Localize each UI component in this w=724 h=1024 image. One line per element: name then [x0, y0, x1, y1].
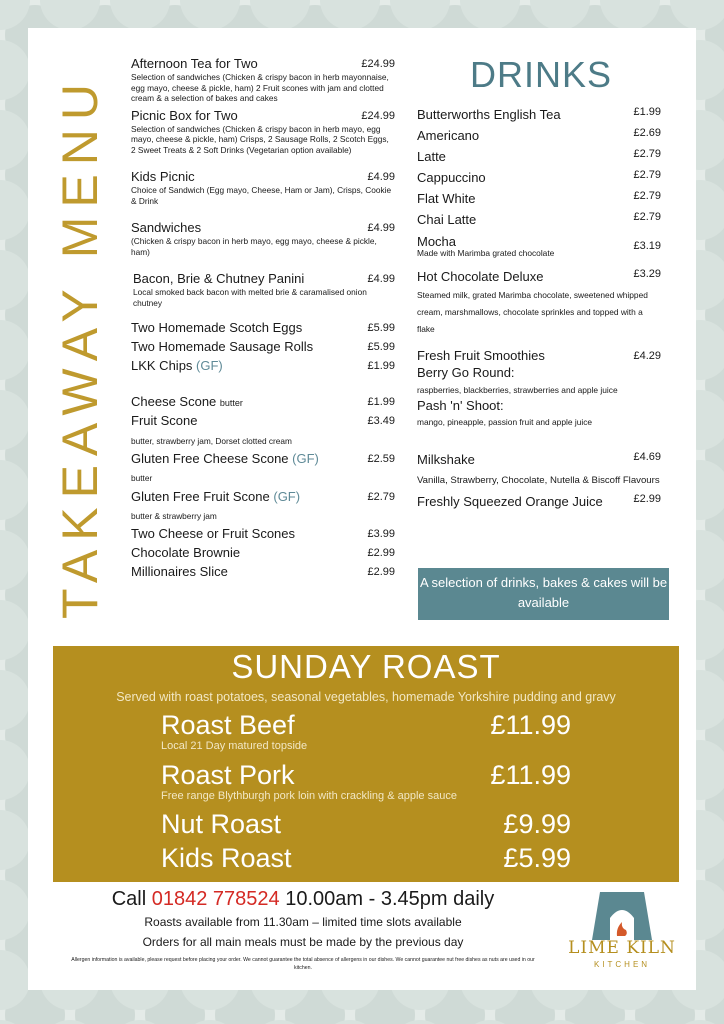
food-list [131, 56, 395, 584]
drink-item: Cappuccino £2.79 [417, 169, 661, 185]
sunday-roast-section [53, 646, 679, 882]
roast-subtitle: Served with roast potatoes, seasonal vegetables, homemade Yorkshire pudding and gravy [116, 690, 616, 704]
drink-item: Berry Go Round: raspberries, blackberries, strawberries and apple juice [417, 365, 618, 395]
food-item: Chocolate Brownie £2.99 [131, 544, 395, 560]
drink-item: Milkshake £4.69 Vanilla, Strawberry, Chocolate, Nutella & Biscoff Flavours [417, 451, 661, 486]
order-notice: Orders for all main meals must be made by the previous day [142, 935, 464, 949]
food-item: Afternoon Tea for Two £24.99 Selection of sandwiches (Chicken & crispy bacon in herb mayonnaise, egg mayo, cheese & pickle, ham) 2 Fruit scones with jam and clotted cream & a selection of bakes and cakes [131, 56, 395, 103]
food-item: Fruit Scone £3.49 butter, strawberry jam, Dorset clotted cream [131, 413, 395, 446]
food-item: LKK Chips (GF) £1.99 [131, 358, 395, 373]
call-line: Call 01842 778524 10.00am - 3.45pm daily [111, 888, 495, 910]
food-item: Millionaires Slice £2.99 [131, 563, 395, 579]
kiln-icon [586, 892, 658, 940]
drink-item: Mocha £3.19 Made with Marimba grated chocolate [417, 234, 661, 258]
roast-item: Roast Pork £11.99 Free range Blythburgh pork loin with crackling & apple sauce [161, 760, 571, 802]
food-item: Two Homemade Sausage Rolls £5.99 [131, 339, 395, 354]
drink-item: Americano £2.69 [417, 127, 661, 143]
food-item: Cheese Scone butter £1.99 [131, 394, 395, 409]
takeaway-menu-title: TAKEAWAY MENU [52, 75, 108, 619]
drink-item: Latte £2.79 [417, 148, 661, 164]
phone-number[interactable]: 01842 778524 [151, 888, 280, 910]
food-item: Two Cheese or Fruit Scones £3.99 [131, 525, 395, 541]
food-item: Sandwiches £4.99 (Chicken & crispy bacon in herb mayo, egg mayo, cheese & pickle, ham) [131, 220, 395, 257]
roast-title: SUNDAY ROAST [231, 648, 501, 685]
food-item: Two Homemade Scotch Eggs £5.99 [131, 320, 395, 335]
drink-item: Butterworths English Tea £1.99 [417, 106, 661, 122]
roast-item: Nut Roast £9.99 [161, 809, 571, 839]
drink-item: Fresh Fruit Smoothies £4.29 [417, 348, 661, 363]
drink-item: Freshly Squeezed Orange Juice £2.99 [417, 493, 661, 509]
drink-item: Pash 'n' Shoot: mango, pineapple, passion fruit and apple juice [417, 398, 593, 427]
food-item: Picnic Box for Two £24.99 Selection of sandwiches (Chicken & crispy bacon in herb mayo, egg mayo, cheese & pickle, ham) Crisps, 2 Sausage Rolls, 2 Scotch Eggs, 2 Sweet Treats & 2 Soft Drinks (Vegetarian option available) [131, 107, 395, 155]
food-item: Gluten Free Fruit Scone (GF) £2.79 butter & strawberry jam [131, 489, 395, 521]
lime-kiln-logo: LIME KILN KITCHEN [566, 888, 678, 980]
food-item: Kids Picnic £4.99 Choice of Sandwich (Egg mayo, Cheese, Ham or Jam), Crisps, Cookie & Drink [131, 169, 395, 206]
drink-item: Chai Latte £2.79 [417, 211, 661, 227]
drink-item: Hot Chocolate Deluxe £3.29 Steamed milk, grated Marimba chocolate, sweetened whipped cream, marshmallows, chocolate sprinkles and topped with a flake [417, 268, 661, 334]
drinks-heading: DRINKS [470, 54, 613, 95]
allergen-notice: Allergen information is available, please request before placing your order. We cannot guarantee the total absence of allergens in our dishes. We cannot guarantee nut free dishes as nuts are used in our kitchen. [71, 957, 535, 971]
roast-item: Roast Beef £11.99 Local 21 Day matured topside [161, 710, 571, 752]
selection-notice: A selection of drinks, bakes & cakes will be available [418, 568, 669, 620]
food-item: Bacon, Brie & Chutney Panini £4.99 Local smoked back bacon with melted brie & caramalised onion chutney [133, 271, 395, 308]
roast-availability: Roasts available from 11.30am – limited time slots available [144, 915, 462, 929]
roast-item: Kids Roast £5.99 [161, 843, 571, 873]
drink-item: Flat White £2.79 [417, 190, 661, 206]
drinks-list [417, 104, 661, 512]
food-item: Gluten Free Cheese Scone (GF) £2.59 butter [131, 450, 395, 483]
